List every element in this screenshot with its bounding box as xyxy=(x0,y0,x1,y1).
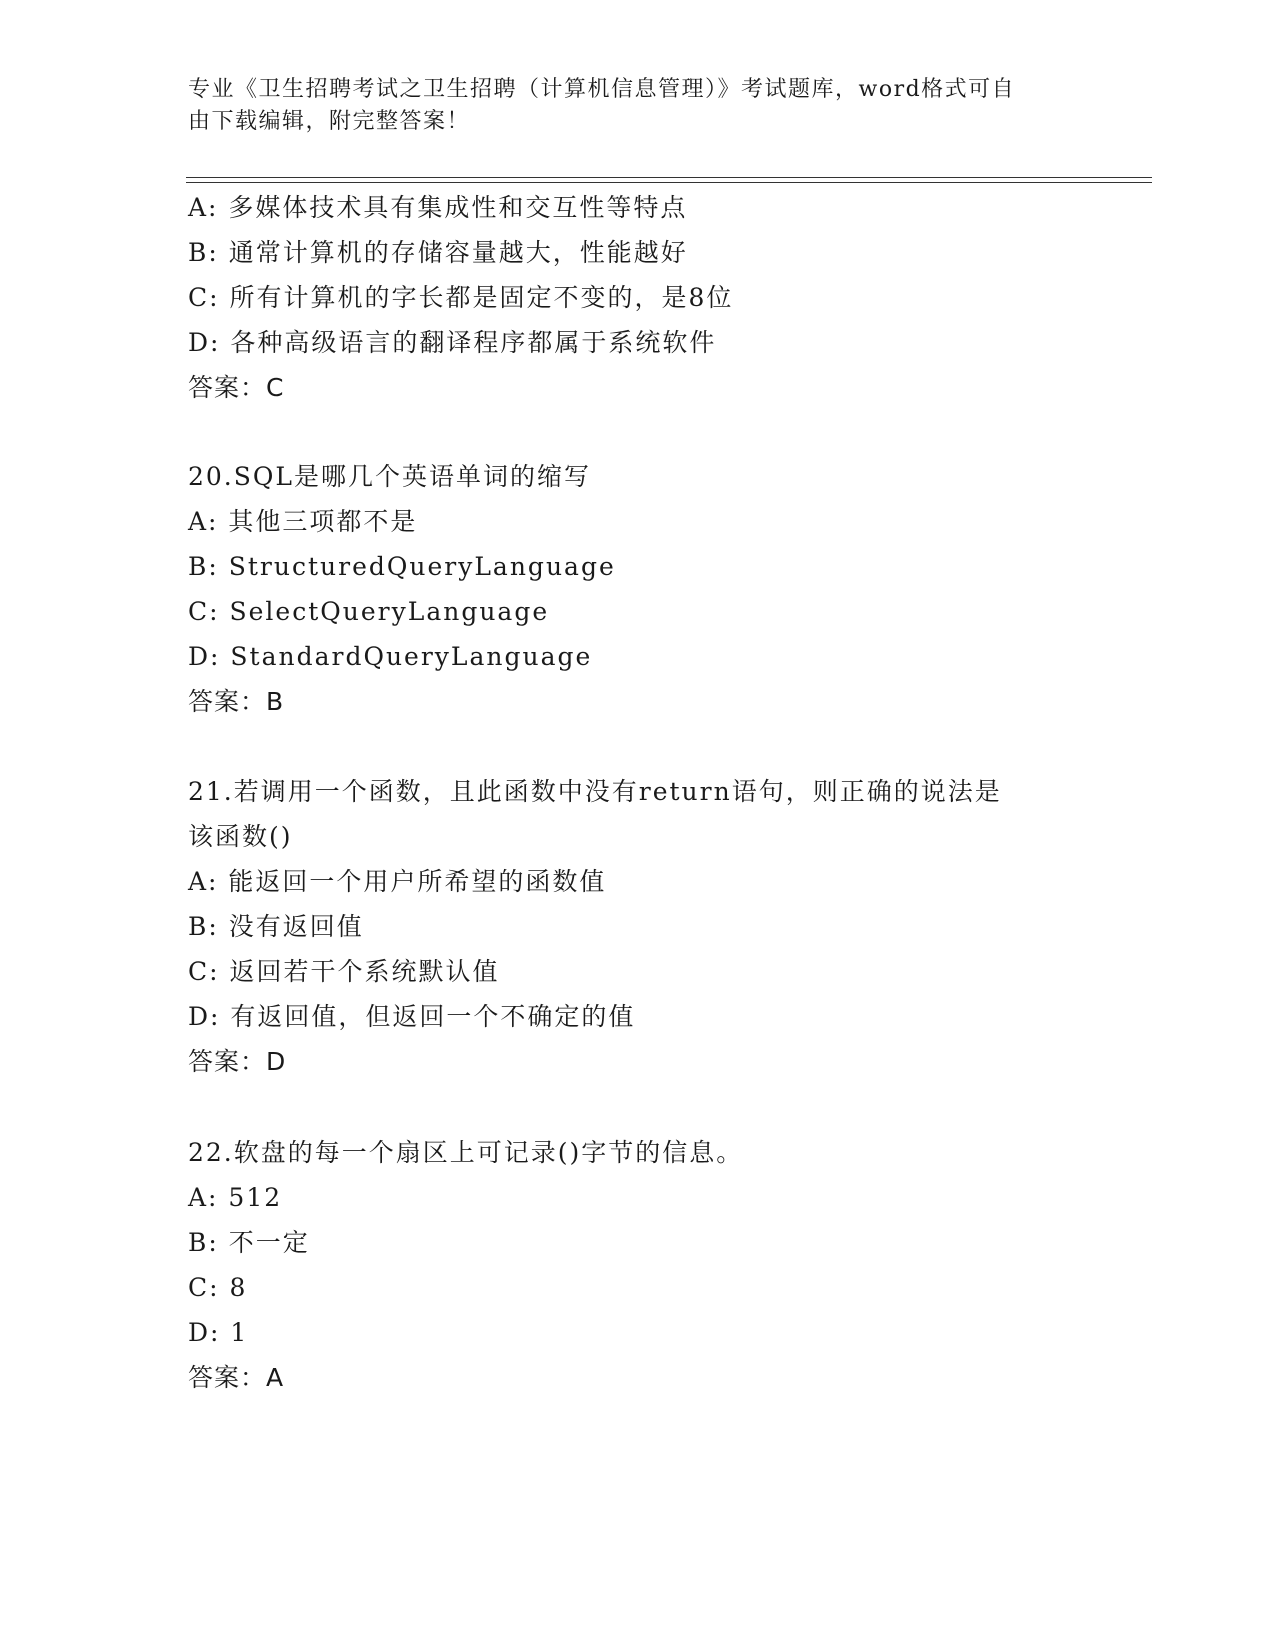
q22-option-a: A: 512 xyxy=(188,1183,283,1212)
q21-option-d: D: 有返回值，但返回一个不确定的值 xyxy=(188,1002,636,1031)
q19-option-b: B: 通常计算机的存储容量越大，性能越好 xyxy=(188,238,688,267)
q20-question: 20.SQL是哪几个英语单词的缩写 xyxy=(188,462,591,491)
header-line-1: 专业《卫生招聘考试之卫生招聘（计算机信息管理）》考试题库，word格式可自 xyxy=(188,77,1016,102)
q22-option-c: C: 8 xyxy=(188,1273,248,1302)
q22-option-d: D: 1 xyxy=(188,1318,249,1347)
q21-answer: 答案：D xyxy=(188,1047,287,1076)
q19-option-c: C: 所有计算机的字长都是固定不变的，是8位 xyxy=(188,283,734,312)
q20-option-c: C: SelectQueryLanguage xyxy=(188,597,550,626)
q20-option-d: D: StandardQueryLanguage xyxy=(188,642,593,671)
document-header xyxy=(188,74,1068,138)
q20-option-b: B: StructuredQueryLanguage xyxy=(188,552,616,581)
q21-question-line-1: 21.若调用一个函数，且此函数中没有return语句，则正确的说法是 xyxy=(188,777,1002,806)
q20-answer: 答案：B xyxy=(188,687,285,716)
header-divider-top xyxy=(186,177,1152,178)
q19-option-a: A: 多媒体技术具有集成性和交互性等特点 xyxy=(188,193,688,222)
q22-answer: 答案：A xyxy=(188,1363,285,1392)
q22-question: 22.软盘的每一个扇区上可记录()字节的信息。 xyxy=(188,1138,744,1167)
q21-question-line-2: 该函数() xyxy=(188,822,293,851)
q19-option-d: D: 各种高级语言的翻译程序都属于系统软件 xyxy=(188,328,717,357)
q19-answer: 答案：C xyxy=(188,373,285,402)
q21-option-b: B: 没有返回值 xyxy=(188,912,364,941)
q20-option-a: A: 其他三项都不是 xyxy=(188,507,418,536)
header-line-2: 由下载编辑，附完整答案！ xyxy=(188,109,471,134)
q21-option-c: C: 返回若干个系统默认值 xyxy=(188,957,500,986)
q22-option-b: B: 不一定 xyxy=(188,1228,310,1257)
q21-option-a: A: 能返回一个用户所希望的函数值 xyxy=(188,867,607,896)
header-divider-bottom xyxy=(186,182,1152,183)
